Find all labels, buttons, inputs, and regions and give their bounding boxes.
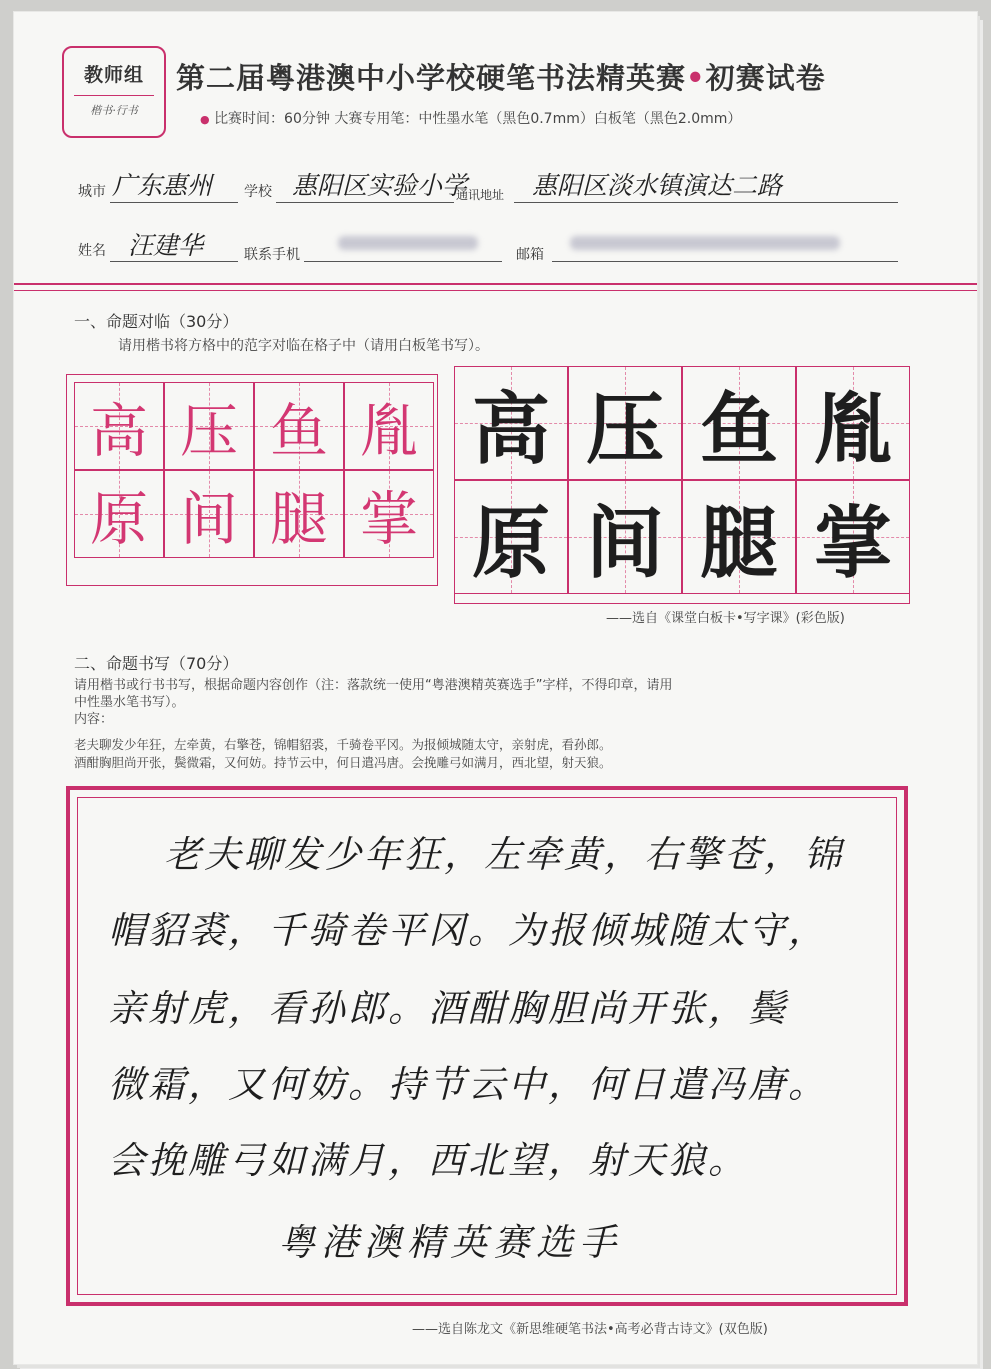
essay-line-2: 帽貂裘，千骑卷平冈。为报倾城随太守，	[108, 909, 828, 952]
city-value: 广东惠州	[112, 171, 213, 200]
email-label: 邮箱	[516, 247, 544, 263]
essay-line-4: 微霜，又何妨。持节云中，何日遣冯唐。	[108, 1063, 828, 1106]
badge-divider	[74, 95, 154, 96]
model-char: 间	[585, 498, 664, 589]
practice-cell	[74, 470, 164, 558]
model-cell	[454, 366, 568, 480]
model-cell	[454, 480, 568, 594]
school-label: 学校	[244, 184, 272, 200]
practice-char: 掌	[359, 485, 418, 553]
header-rule-bottom	[14, 290, 977, 291]
city-underline	[110, 202, 238, 203]
exam-info	[200, 108, 741, 128]
practice-char: 胤	[359, 397, 418, 465]
title-dot: •	[686, 61, 706, 95]
practice-char: 腿	[269, 485, 328, 553]
email-redacted	[570, 236, 840, 250]
name-underline	[110, 261, 238, 262]
bullet-icon: ●	[200, 113, 210, 126]
content-line-2: 酒酣胸胆尚开张，鬓微霜，又何妨。持节云中，何日遣冯唐。会挽雕弓如满月，西北望，射天狼。	[74, 755, 612, 770]
signature: 粤港澳精英赛选手	[278, 1221, 622, 1264]
section1-instruction: 请用楷书将方格中的范字对临在格子中（请用白板笔书写）。	[118, 338, 489, 354]
practice-char: 压	[179, 397, 238, 465]
title-main: 第二届粤港澳中小学校硬笔书法精英赛	[176, 61, 687, 95]
school-underline	[276, 202, 454, 203]
city-label: 城市	[78, 184, 106, 200]
section2-instruction-1: 请用楷书或行书书写，根据命题内容创作（注：落款统一使用“粤港澳精英赛选手”字样，不得印章，请用	[74, 678, 673, 693]
model-cell	[568, 480, 682, 594]
model-cell	[682, 366, 796, 480]
phone-label: 联系手机	[244, 247, 300, 263]
practice-cell	[344, 470, 434, 558]
address-label: 通讯地址	[456, 188, 505, 202]
practice-cell	[164, 470, 254, 558]
address-underline	[514, 202, 898, 203]
model-char: 胤	[813, 384, 892, 475]
practice-cell	[164, 382, 254, 470]
section2-title: 二、命题书写（70分）	[74, 654, 239, 673]
practice-cell	[344, 382, 434, 470]
model-cell	[796, 366, 910, 480]
section1-title: 一、命题对临（30分）	[74, 312, 239, 331]
model-cell	[796, 480, 910, 594]
content-line-1: 老夫聊发少年狂，左牵黄，右擎苍，锦帽貂裘，千骑卷平冈。为报倾城随太守，亲射虎，看孙郎。	[74, 737, 612, 752]
practice-char: 间	[179, 485, 238, 553]
phone-underline	[304, 261, 502, 262]
header-rule-top	[14, 283, 977, 285]
practice-cell	[254, 382, 344, 470]
model-char: 鱼	[699, 384, 778, 475]
badge-sub: 楷书·行书	[90, 104, 138, 117]
email-underline	[552, 261, 898, 262]
practice-char: 原	[89, 485, 148, 553]
name-label: 姓名	[78, 243, 106, 259]
school-value: 惠阳区实验小学	[292, 171, 468, 200]
section2-instruction-2: 中性墨水笔书写）。	[74, 695, 185, 710]
exam-title	[176, 56, 936, 97]
content-label: 内容：	[74, 712, 114, 727]
essay-line-1: 老夫聊发少年狂，左牵黄，右擎苍，锦	[164, 833, 844, 876]
model-cell	[682, 480, 796, 594]
model-char: 原	[471, 498, 550, 589]
practice-cell	[254, 470, 344, 558]
teacher-group-badge	[62, 46, 166, 138]
model-char: 腿	[699, 498, 778, 589]
exam-info-text: 比赛时间：60分钟 大赛专用笔：中性墨水笔（黑色0.7mm）白板笔（黑色2.0mm）	[214, 111, 742, 127]
model-char: 掌	[813, 498, 892, 589]
address-value: 惠阳区淡水镇演达二路	[532, 171, 783, 200]
phone-redacted	[338, 236, 478, 250]
essay-line-5: 会挽雕弓如满月，西北望，射天狼。	[108, 1139, 748, 1182]
essay-line-3: 亲射虎，看孙郎。酒酣胸胆尚开张，鬓	[108, 987, 788, 1030]
section1-source: ——选自《课堂白板卡•写字课》(彩色版)	[606, 611, 845, 626]
practice-char: 高	[89, 397, 148, 465]
section2-source: ——选自陈龙文《新思维硬笔书法•高考必背古诗文》(双色版)	[412, 1322, 768, 1337]
practice-cell	[74, 382, 164, 470]
name-value: 汪建华	[128, 231, 204, 260]
model-cell	[568, 366, 682, 480]
practice-char: 鱼	[269, 397, 328, 465]
badge-group: 教师组	[83, 64, 144, 86]
model-char: 压	[585, 384, 664, 475]
model-char: 高	[471, 384, 550, 475]
title-tail: 初赛试卷	[705, 61, 826, 95]
